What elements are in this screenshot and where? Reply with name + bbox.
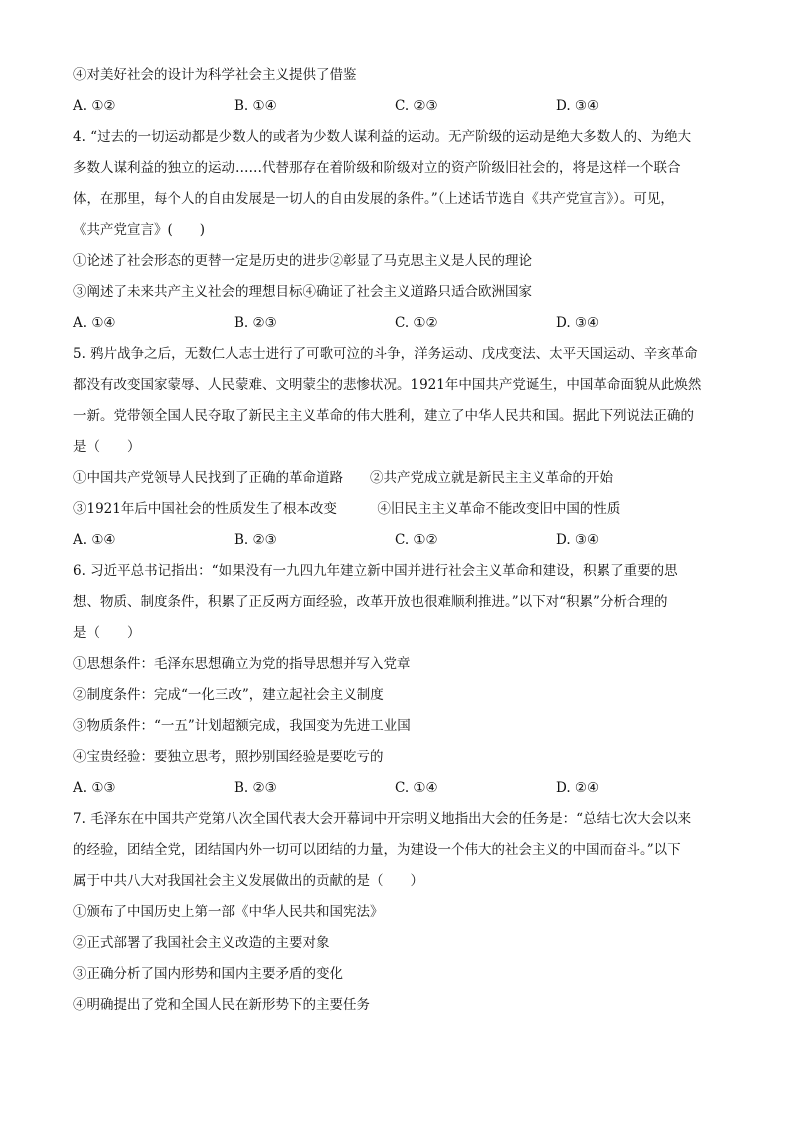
q6-item: ④宝贵经验：要独立思考，照抄别国经验是要吃亏的 <box>73 749 384 765</box>
q5-items-line: ①中国共产党领导人民找到了正确的革命道路 ②共产党成立就是新民主主义革命的开始 <box>73 470 613 486</box>
q6-item: ①思想条件：毛泽东思想确立为党的指导思想并写入党章 <box>73 656 411 672</box>
q5-option-d[interactable]: D. ③④ <box>556 532 600 548</box>
q5-options <box>73 525 723 556</box>
q6-option-a[interactable]: A. ①③ <box>73 780 116 796</box>
q7-item: ④明确提出了党和全国人民在新形势下的主要任务 <box>73 997 370 1013</box>
q3-option-c[interactable]: C. ②③ <box>395 98 438 114</box>
q3-item-4: ④对美好社会的设计为科学社会主义提供了借鉴 <box>73 67 357 83</box>
q4-stem-line: 多数人谋利益的独立的运动……代替那存在着阶级和阶级对立的资产阶级旧社会的，将是这样一个联合 <box>73 160 681 176</box>
q6-stem-line: 是（ ） <box>73 625 141 641</box>
q5-option-c[interactable]: C. ①② <box>395 532 438 548</box>
q7-stem-line: 的经验，团结全党，团结国内外一切可以团结的力量，为建设一个伟大的社会主义的中国而奋斗。”以下 <box>73 842 681 858</box>
q5-stem-line: 5. 鸦片战争之后，无数仁人志士进行了可歌可泣的斗争，洋务运动、戊戌变法、太平天国运动、辛亥革命 <box>73 346 698 362</box>
q7-stem-line: 属于中共八大对我国社会主义发展做出的贡献的是（ ） <box>73 873 424 889</box>
q4-items-line: ①论述了社会形态的更替一定是历史的进步②彰显了马克思主义是人民的理论 <box>73 253 532 269</box>
q4-stem-line: 4. “过去的一切运动都是少数人的或者为少数人谋利益的运动。无产阶级的运动是绝大多数人的、为绝大 <box>73 129 692 145</box>
q3-option-a[interactable]: A. ①② <box>73 98 116 114</box>
q6-option-b[interactable]: B. ②③ <box>234 780 277 796</box>
q4-options <box>73 308 723 339</box>
q6-option-c[interactable]: C. ①④ <box>395 780 438 796</box>
q6-stem-line: 想、物质、制度条件，积累了正反两方面经验，改革开放也很难顺利推进。”以下对“积累”分析合理的 <box>73 594 668 610</box>
q5-stem-line: 都没有改变国家蒙辱、人民蒙难、文明蒙尘的悲惨状况。1921年中国共产党诞生，中国革命面貌从此焕然 <box>73 377 702 393</box>
q6-option-d[interactable]: D. ②④ <box>556 780 600 796</box>
q7-stem-line: 7. 毛泽东在中国共产党第八次全国代表大会开幕词中开宗明义地指出大会的任务是：“总结七次大会以来 <box>73 811 692 827</box>
q7-item: ③正确分析了国内形势和国内主要矛盾的变化 <box>73 966 343 982</box>
q6-stem-line: 6. 习近平总书记指出：“如果没有一九四九年建立新中国并进行社会主义革命和建设，积累了重要的思 <box>73 563 678 579</box>
q5-items-line: ③1921年后中国社会的性质发生了根本改变 ④旧民主主义革命不能改变旧中国的性质 <box>73 501 621 517</box>
q5-stem-line: 是（ ） <box>73 439 141 455</box>
q4-option-d[interactable]: D. ③④ <box>556 315 600 331</box>
q5-option-a[interactable]: A. ①④ <box>73 532 116 548</box>
q4-option-c[interactable]: C. ①② <box>395 315 438 331</box>
q3-option-b[interactable]: B. ①④ <box>234 98 277 114</box>
q7-item: ②正式部署了我国社会主义改造的主要对象 <box>73 935 330 951</box>
q4-stem-line: 体，在那里，每个人的自由发展是一切人的自由发展的条件。”（上述话节选自《共产党宣言》）。可见， <box>73 191 674 207</box>
q4-option-a[interactable]: A. ①④ <box>73 315 116 331</box>
exam-page <box>73 60 723 1021</box>
q5-option-b[interactable]: B. ②③ <box>234 532 277 548</box>
q4-stem-line: 《共产党宣言》( ) <box>73 222 206 238</box>
q6-options <box>73 773 723 804</box>
q3-options <box>73 91 723 122</box>
q5-stem-line: 一新。党带领全国人民夺取了新民主主义革命的伟大胜利，建立了中华人民共和国。据此下列说法正确的 <box>73 408 694 424</box>
q6-item: ②制度条件：完成“一化三改”，建立起社会主义制度 <box>73 687 384 703</box>
q3-option-d[interactable]: D. ③④ <box>556 98 600 114</box>
q6-item: ③物质条件：“一五”计划超额完成，我国变为先进工业国 <box>73 718 411 734</box>
q4-option-b[interactable]: B. ②③ <box>234 315 277 331</box>
q4-items-line: ③阐述了未来共产主义社会的理想目标④确证了社会主义道路只适合欧洲国家 <box>73 284 532 300</box>
q7-item: ①颁布了中国历史上第一部《中华人民共和国宪法》 <box>73 904 384 920</box>
